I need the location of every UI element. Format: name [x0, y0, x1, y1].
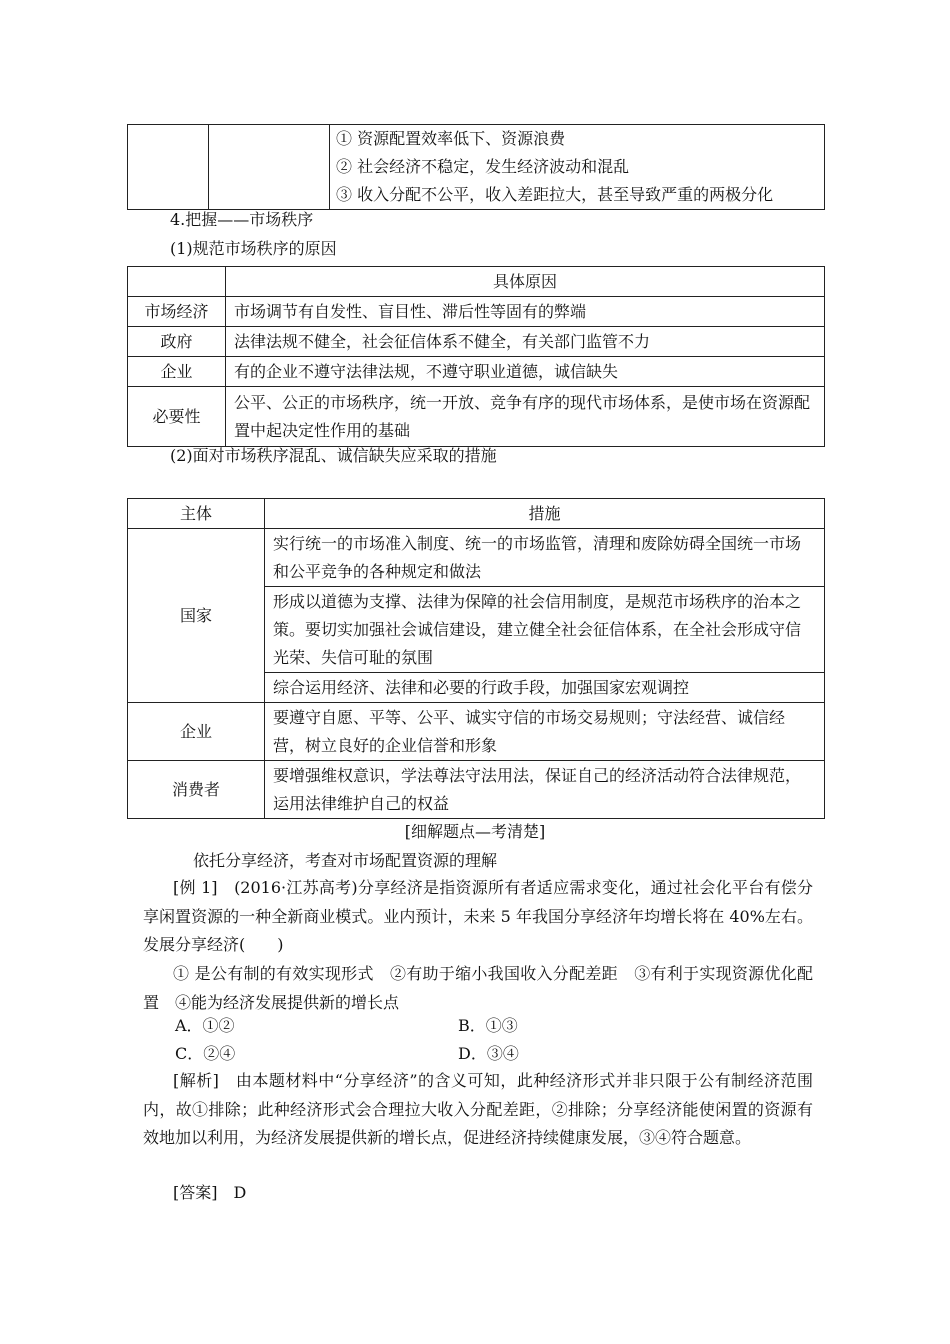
example-tag: [例 1] — [173, 878, 218, 897]
example-stem — [143, 874, 813, 960]
answer-line — [173, 1181, 246, 1205]
analysis-tag: [解析] — [173, 1071, 219, 1090]
row-text: 实行统一的市场准入制度、统一的市场监管，清理和废除妨碍全国统一市场和公平竞争的各种规定和做法 — [265, 529, 825, 587]
table-measures — [127, 498, 825, 819]
row-label: 国家 — [128, 529, 265, 703]
answer-value: D — [233, 1183, 247, 1202]
subsection-title: (1)规范市场秩序的原因 — [170, 239, 337, 258]
table-row — [128, 499, 825, 529]
table-market-failure — [127, 124, 825, 210]
row-text: 要遵守自愿、平等、公平、诚实守信的市场交易规则；守法经营、诚信经营，树立良好的企业信誉和形象 — [265, 703, 825, 761]
column-header: 主体 — [128, 499, 265, 529]
section-heading: [细解题点—考清楚] — [404, 822, 546, 841]
row-label: 企业 — [128, 703, 265, 761]
option-a: A．①② — [175, 1016, 235, 1035]
table-reasons — [127, 266, 825, 447]
row-text: 法律法规不健全，社会征信体系不健全，有关部门监管不力 — [226, 327, 825, 357]
table-row — [128, 529, 825, 587]
row-text: 要增强维权意识，学法尊法守法用法，保证自己的经济活动符合法律规范，运用法律维护自己的权益 — [265, 761, 825, 819]
table-row — [128, 267, 825, 297]
column-header: 措施 — [265, 499, 825, 529]
row-label: 消费者 — [128, 761, 265, 819]
row-text: 形成以道德为支撑、法律为保障的社会信用制度，是规范市场秩序的治本之策。要切实加强社会诚信建设，建立健全社会征信体系，在全社会形成守信光荣、失信可耻的氛围 — [265, 587, 825, 673]
table-row — [128, 327, 825, 357]
example-text: (2016·江苏高考)分享经济是指资源所有者适应需求变化，通过社会化平台有偿分享闲置资源的一种全新商业模式。业内预计，未来 5 年我国分享经济年均增长将在 40%左右。发展分享经济( ) — [143, 878, 813, 954]
empty-cell — [128, 125, 209, 210]
consequence-cell — [330, 125, 825, 210]
section-title: 4.把握——市场秩序 — [170, 210, 314, 229]
table-row — [128, 297, 825, 327]
table-row — [128, 703, 825, 761]
subsection-title: (2)面对市场秩序混乱、诚信缺失应采取的措施 — [170, 446, 497, 465]
option-d: D．③④ — [458, 1044, 519, 1063]
row-text: 市场调节有自发性、盲目性、滞后性等固有的弊端 — [226, 297, 825, 327]
row-label: 政府 — [128, 327, 226, 357]
example-statements: ① 是公有制的有效实现形式 ②有助于缩小我国收入分配差距 ③有利于实现资源优化配置 ④能为经济发展提供新的增长点 — [143, 964, 813, 1012]
table-row — [128, 761, 825, 819]
option-c: C．②④ — [175, 1044, 236, 1063]
row-label: 企业 — [128, 357, 226, 387]
table-row — [128, 387, 825, 447]
row-text: 综合运用经济、法律和必要的行政手段，加强国家宏观调控 — [265, 673, 825, 703]
row-label: 市场经济 — [128, 297, 226, 327]
empty-cell — [128, 267, 226, 297]
topic-title: 依托分享经济，考查对市场配置资源的理解 — [193, 851, 498, 870]
list-item: ② 社会经济不稳定，发生经济波动和混乱 — [336, 157, 630, 176]
row-label: 必要性 — [128, 387, 226, 447]
table-row — [128, 357, 825, 387]
row-text: 有的企业不遵守法律法规，不遵守职业道德，诚信缺失 — [226, 357, 825, 387]
empty-cell — [209, 125, 330, 210]
option-b: B．①③ — [458, 1016, 518, 1035]
column-header: 具体原因 — [226, 267, 825, 297]
row-text: 公平、公正的市场秩序，统一开放、竞争有序的现代市场体系，是使市场在资源配置中起决定性作用的基础 — [226, 387, 825, 447]
list-item: ① 资源配置效率低下、资源浪费 — [336, 129, 566, 148]
analysis-text: 由本题材料中“分享经济”的含义可知，此种经济形式并非只限于公有制经济范围内，故①排除；此种经济形式会合理拉大收入分配差距，②排除；分享经济能使闲置的资源有效地加以利用，为经济发展提供新的增长点，促进经济持续健康发展，③④符合题意。 — [143, 1071, 813, 1147]
table-row — [128, 125, 825, 210]
list-item: ③ 收入分配不公平，收入差距拉大，甚至导致严重的两极分化 — [336, 185, 774, 204]
analysis-paragraph — [143, 1067, 813, 1153]
answer-tag: [答案] — [173, 1183, 218, 1202]
